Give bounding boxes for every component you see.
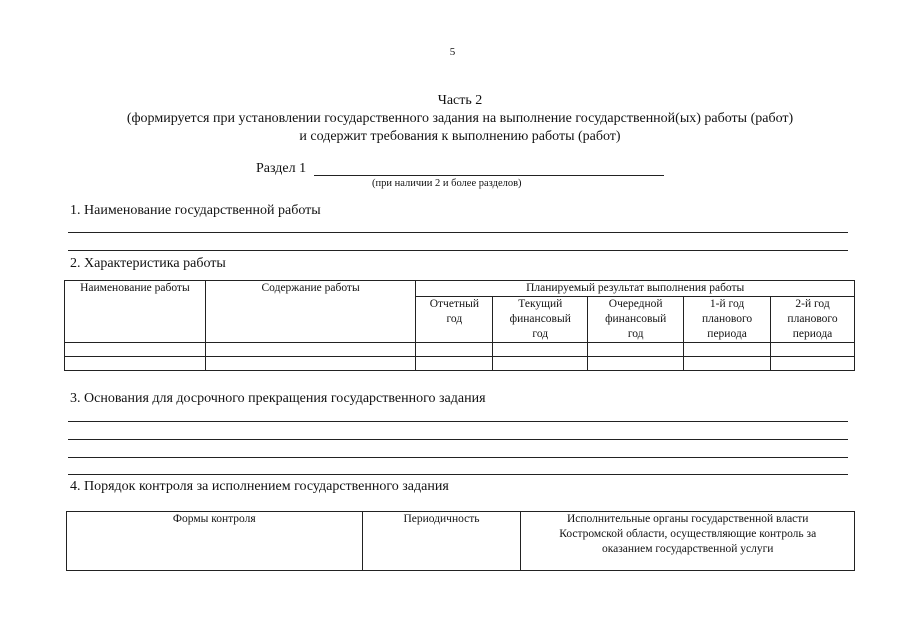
section1-heading: 1. Наименование государственной работы (70, 203, 321, 218)
col-header-next-year: Очередной финансовый год (588, 297, 684, 343)
part-subtitle-line2: и содержит требования к выполнению работы (работ) (299, 129, 621, 144)
part-subtitle-line1: (формируется при установлении государственного задания на выполнение государственной(ых) работы (работ) (126, 111, 794, 126)
part-title: Часть 2 (437, 93, 483, 108)
table-cell[interactable] (771, 357, 855, 371)
page-number: 5 (449, 46, 456, 58)
table-cell[interactable] (416, 357, 493, 371)
section3-fill-line-4[interactable] (68, 474, 848, 475)
section3-heading: 3. Основания для досрочного прекращения государственного задания (70, 391, 486, 406)
section4-heading: 4. Порядок контроля за исполнением государственного задания (70, 479, 449, 494)
col-header-work-name: Наименование работы (65, 281, 206, 343)
col-header-plan-year-1: 1-й год планового периода (684, 297, 771, 343)
razdel-input-line[interactable] (314, 175, 664, 176)
section3-fill-line-2[interactable] (68, 439, 848, 440)
table-cell[interactable] (65, 343, 206, 357)
col-header-plan-year-2: 2-й год планового периода (771, 297, 855, 343)
table-cell[interactable] (493, 343, 588, 357)
table-cell[interactable] (493, 357, 588, 371)
table-cell[interactable] (771, 343, 855, 357)
control-order-table (66, 511, 855, 571)
col-header-planned-result: Планируемый результат выполнения работы (416, 281, 855, 297)
section1-fill-line-1[interactable] (68, 232, 848, 233)
table-cell[interactable] (205, 343, 416, 357)
work-characteristics-table (64, 280, 855, 371)
col-header-current-year: Текущий финансовый год (493, 297, 588, 343)
table-cell[interactable] (588, 357, 684, 371)
section3-fill-line-3[interactable] (68, 457, 848, 458)
razdel-note: (при наличии 2 и более разделов) (372, 178, 522, 189)
section3-fill-line-1[interactable] (68, 421, 848, 422)
section1-fill-line-2[interactable] (68, 250, 848, 251)
table-cell[interactable] (416, 343, 493, 357)
table-cell[interactable] (65, 357, 206, 371)
table-cell[interactable] (205, 357, 416, 371)
razdel-label: Раздел 1 (256, 161, 307, 176)
col-header-periodicity: Периодичность (362, 512, 521, 571)
col-header-report-year: Отчетный год (416, 297, 493, 343)
col-header-control-organs: Исполнительные органы государственной власти Костромской области, осуществляющие контроль за оказанием государственной услуги (521, 512, 855, 571)
table-row (65, 357, 855, 371)
section2-heading: 2. Характеристика работы (70, 256, 226, 271)
table-cell[interactable] (684, 343, 771, 357)
col-header-work-content: Содержание работы (205, 281, 416, 343)
col-header-control-forms: Формы контроля (67, 512, 363, 571)
table-cell[interactable] (684, 357, 771, 371)
table-row (65, 343, 855, 357)
table-cell[interactable] (588, 343, 684, 357)
